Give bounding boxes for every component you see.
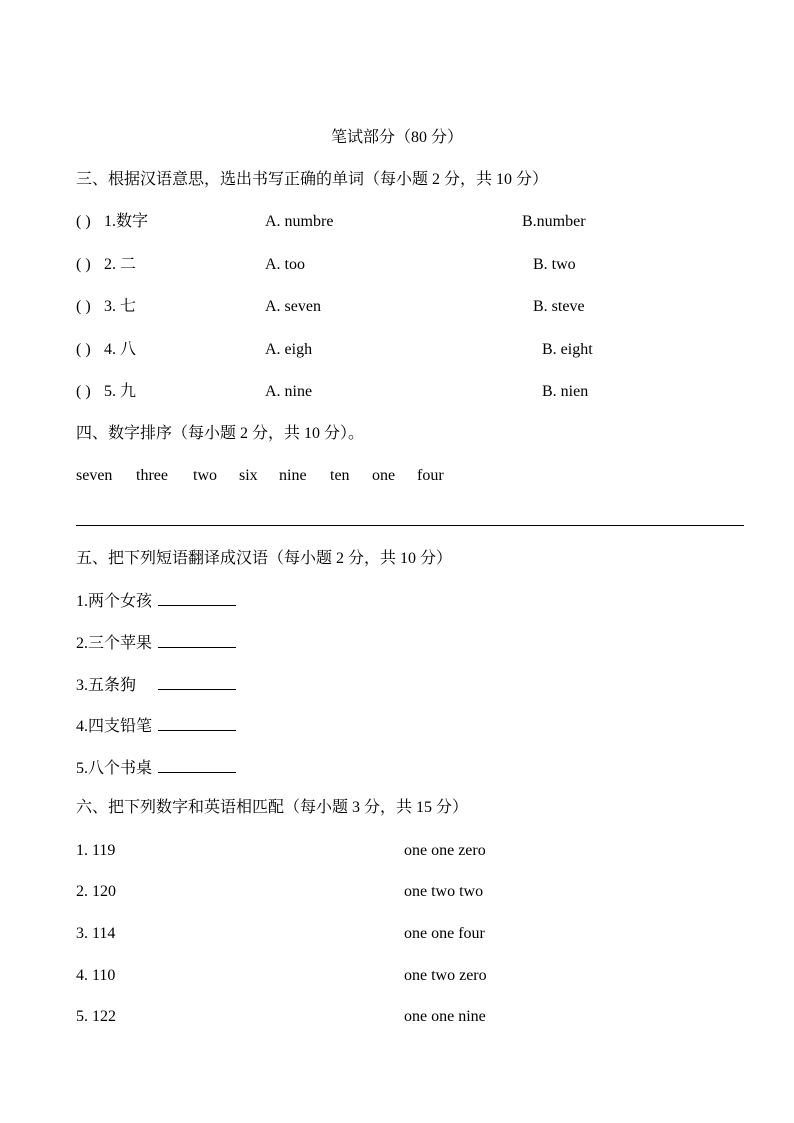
option-a: A. too [265, 256, 305, 273]
translate-phrase: 3.五条狗 [76, 677, 137, 694]
sort-word: seven [76, 467, 113, 484]
question-text: 4. 八 [104, 341, 137, 358]
translate-item [76, 758, 236, 779]
question-text: 2. 二 [104, 256, 137, 273]
section4-heading: 四、数字排序（每小题 2 分，共 10 分）。 [76, 425, 365, 442]
answer-paren: ( ) [76, 341, 91, 358]
option-b: B. eight [542, 341, 593, 358]
answer-blank[interactable] [158, 633, 236, 648]
match-number: 3. 114 [76, 925, 116, 942]
page-title: 笔试部分（80 分） [330, 129, 463, 146]
answer-blank[interactable] [158, 716, 236, 731]
translate-phrase: 2.三个苹果 [76, 635, 153, 652]
sort-word: four [417, 467, 444, 484]
match-words: one one four [404, 925, 485, 942]
question-text: 1.数字 [104, 213, 149, 230]
sort-word: six [239, 467, 258, 484]
match-words: one two zero [404, 967, 487, 984]
translate-item [76, 591, 236, 612]
sort-word: three [136, 467, 168, 484]
match-words: one one nine [404, 1008, 486, 1025]
answer-blank[interactable] [158, 675, 236, 690]
option-a: A. seven [265, 298, 321, 315]
option-b: B. steve [533, 298, 585, 315]
translate-item [76, 675, 236, 696]
match-words: one one zero [404, 842, 486, 859]
match-number: 5. 122 [76, 1008, 116, 1025]
option-a: A. nine [265, 383, 313, 400]
sort-word: one [372, 467, 396, 484]
option-b: B. two [533, 256, 576, 273]
option-a: A. numbre [265, 213, 334, 230]
section5-heading: 五、把下列短语翻译成汉语（每小题 2 分，共 10 分） [76, 550, 453, 567]
answer-line[interactable] [76, 525, 744, 526]
option-b: B. nien [542, 383, 589, 400]
section6-heading: 六、把下列数字和英语相匹配（每小题 3 分，共 15 分） [76, 799, 469, 816]
answer-paren: ( ) [76, 213, 91, 230]
match-number: 2. 120 [76, 883, 116, 900]
question-text: 5. 九 [104, 383, 137, 400]
sort-word: two [193, 467, 217, 484]
sort-word: ten [330, 467, 350, 484]
match-number: 4. 110 [76, 967, 116, 984]
answer-blank[interactable] [158, 591, 236, 606]
match-number: 1. 119 [76, 842, 116, 859]
option-b: B.number [522, 213, 586, 230]
answer-paren: ( ) [76, 256, 91, 273]
translate-phrase: 1.两个女孩 [76, 593, 153, 610]
match-words: one two two [404, 883, 484, 900]
translate-item [76, 633, 236, 654]
translate-item [76, 716, 236, 737]
section3-heading: 三、根据汉语意思，选出书写正确的单词（每小题 2 分，共 10 分） [76, 171, 549, 188]
answer-blank[interactable] [158, 758, 236, 773]
sort-word: nine [279, 467, 307, 484]
question-text: 3. 七 [104, 298, 137, 315]
translate-phrase: 5.八个书桌 [76, 760, 153, 777]
translate-phrase: 4.四支铅笔 [76, 718, 153, 735]
answer-paren: ( ) [76, 298, 91, 315]
option-a: A. eigh [265, 341, 313, 358]
answer-paren: ( ) [76, 383, 91, 400]
